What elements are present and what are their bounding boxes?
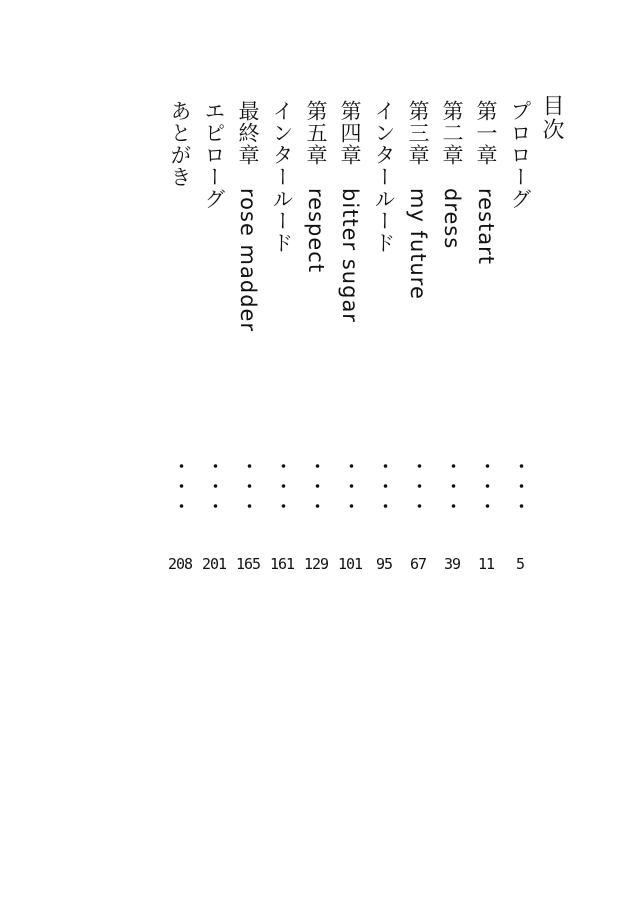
toc-entry-chapter-1 (469, 100, 503, 590)
toc-entry-leader: ・・・ (409, 458, 428, 518)
toc-entry-title: プロローグ (508, 100, 532, 210)
toc-entry-title: エピローグ (202, 100, 226, 210)
toc-entry-page: 161 (269, 555, 295, 573)
toc-entry-title: 第一章 restart (474, 100, 498, 266)
toc-entry-title: インタールード (270, 100, 294, 254)
toc-entry-leader: ・・・ (477, 458, 496, 518)
toc-entry-epilogue (197, 100, 231, 590)
toc-entry-title: 第三章 my future (406, 100, 430, 300)
toc-entry-page: 201 (201, 555, 227, 573)
toc-entry-chapter-5 (299, 100, 333, 590)
toc-entry-title: 最終章 rose madder (236, 100, 260, 333)
toc-entry-leader: ・・・ (341, 458, 360, 518)
toc-entry-afterword (163, 100, 197, 590)
toc-entry-leader: ・・・ (239, 458, 258, 518)
toc-entry-prologue (503, 100, 537, 590)
toc-entry-leader: ・・・ (171, 458, 190, 518)
toc-entry-title: 第二章 dress (440, 100, 464, 250)
toc-entry-leader: ・・・ (273, 458, 292, 518)
toc-entry-page: 165 (235, 555, 261, 573)
toc-entry-leader: ・・・ (443, 458, 462, 518)
toc-entry-chapter-4 (333, 100, 367, 590)
toc-entry-leader: ・・・ (307, 458, 326, 518)
toc-entry-chapter-3 (401, 100, 435, 590)
toc-entry-page: 11 (477, 555, 495, 573)
toc-entry-page: 95 (375, 555, 393, 573)
toc-entry-interlude-1 (367, 100, 401, 590)
toc-entry-page: 101 (337, 555, 363, 573)
toc-entry-title: インタールード (372, 100, 396, 254)
toc-entry-final-chapter (231, 100, 265, 590)
toc-entry-page: 39 (443, 555, 461, 573)
toc-heading: 目次 (539, 94, 564, 142)
toc-entry-leader: ・・・ (375, 458, 394, 518)
toc-list (163, 100, 537, 590)
toc-entry-title: 第四章 bitter sugar (338, 100, 362, 323)
toc-entry-leader: ・・・ (205, 458, 224, 518)
toc-entry-interlude-2 (265, 100, 299, 590)
toc-entry-page: 208 (167, 555, 193, 573)
toc-entry-page: 129 (303, 555, 329, 573)
toc-entry-page: 67 (409, 555, 427, 573)
toc-entry-chapter-2 (435, 100, 469, 590)
toc-entry-page: 5 (515, 555, 525, 573)
toc-entry-title: 第五章 respect (304, 100, 328, 274)
toc-entry-title: あとがき (168, 100, 192, 188)
toc-entry-leader: ・・・ (511, 458, 530, 518)
